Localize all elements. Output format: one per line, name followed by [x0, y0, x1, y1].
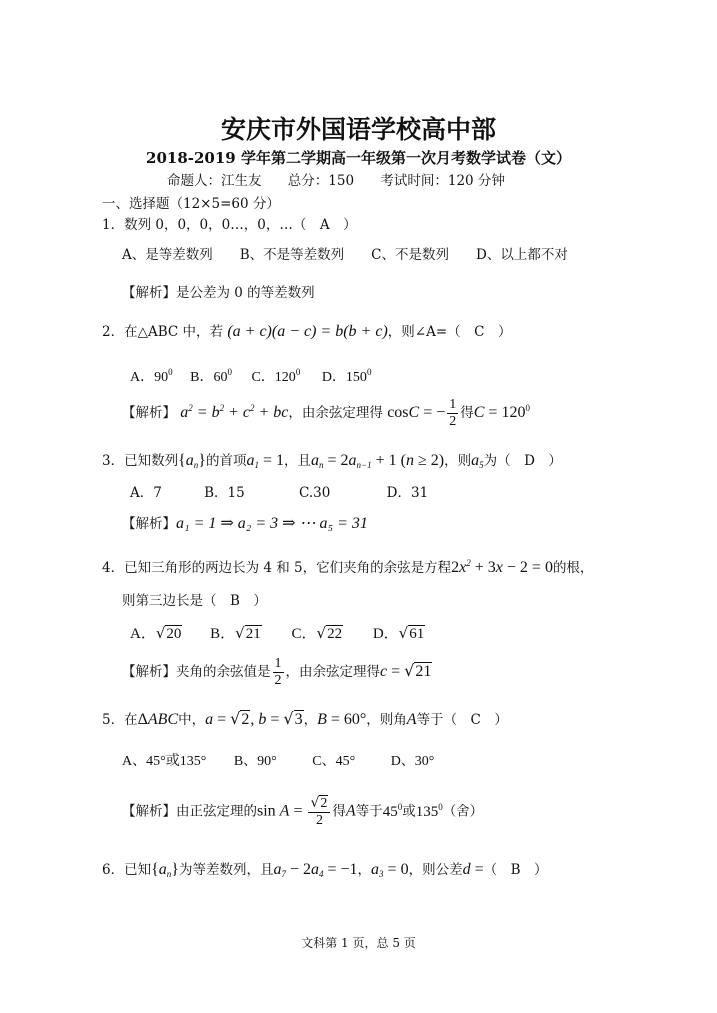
q3-seq: $\{a_n\}$: [178, 452, 206, 470]
q2-formula-cos-law: $a^2 = b^2 + c^2$ + bc: [180, 403, 289, 421]
q3-recurrence: $a_n = 2a_{n-1} + 1$ (n ≥ 2): [311, 452, 445, 470]
q2-formula-cos: cosC = −: [387, 404, 446, 421]
q2-result: $C = 120^0$: [473, 403, 530, 421]
q3-stem: [102, 449, 562, 470]
q4-prefix: 4．已知三角形的两边长为 4 和 5，它们夹角的余弦是方程: [102, 560, 452, 576]
q3-mid3: ，则: [444, 453, 472, 469]
q5-opt-d: D、30°: [390, 754, 435, 769]
degree-mark: 0: [366, 367, 372, 377]
q3-mid2: ，且: [284, 453, 311, 469]
q2-opt-c: C．120: [251, 370, 296, 385]
q4-options: [130, 622, 425, 643]
q6-prefix: 6．已知: [102, 862, 152, 878]
degree-mark: 0: [295, 367, 301, 377]
q5-prefix: 5．在: [102, 712, 138, 728]
analysis-tag: 【解析】: [122, 803, 176, 820]
q3-analysis: [122, 512, 368, 533]
q5-opt-a: A、45°或135°: [122, 754, 207, 769]
q2-options: [130, 366, 371, 386]
q2-analysis-mid: ，由余弦定理得: [288, 405, 383, 421]
q6-mid2: ，: [357, 862, 372, 878]
q3-first-term: $a_1 = 1$: [246, 452, 284, 470]
q5-analysis-get: 得: [332, 803, 346, 820]
q6-stem: [102, 858, 548, 879]
q4-analysis: [122, 657, 432, 688]
q5-angle-b: B = 60°: [317, 711, 367, 728]
sqrt-expression: √22: [316, 624, 343, 642]
degree-mark: 0: [168, 367, 173, 377]
analysis-tag: 【解析】: [122, 516, 176, 532]
q5-mid3: ，则角: [366, 712, 407, 728]
q5-angle-a: A: [345, 802, 356, 820]
exam-meta: [167, 169, 527, 189]
q4-analysis-mid2: ，由余弦定理得: [285, 664, 380, 680]
meta-author: 命题人：江生友: [167, 173, 262, 189]
q5-opt-b: B、90°: [233, 754, 277, 769]
q4-opt-d: D．: [372, 626, 399, 642]
q5-analysis-end: 等于: [355, 803, 383, 820]
page-title: 安庆市外国语学校高中部: [220, 115, 496, 144]
q6-mid1: 为等差数列，且: [178, 862, 274, 878]
q3-prefix: 3．已知数列: [102, 453, 179, 469]
q5-sides: a = √2, b = √3: [205, 709, 303, 728]
analysis-tag: 【解析】: [122, 664, 176, 680]
analysis-tag: 【解析】: [122, 405, 176, 421]
q5-analysis: [122, 796, 483, 828]
fraction-one-half: $\frac{1}{2}$: [449, 397, 457, 429]
q3-analysis-formula: a₁ = 1 ⇒ a₂ = 3 ⇒ ⋯ a₅ = 31: [176, 515, 368, 532]
q1-stem: 1．数列 0，0，0，0…，0，…（ A ）: [102, 217, 357, 233]
q6-mid3: ，则公差: [408, 862, 463, 878]
q3-mid1: 的首项: [205, 453, 247, 469]
sqrt-expression: √21: [235, 624, 261, 642]
q6-condition: $a_7 - 2a_4 = -1$: [273, 861, 358, 879]
q1-analysis: [122, 281, 315, 301]
q3-a5: $a_5$: [471, 452, 484, 470]
q5-mid1: 中，: [178, 712, 206, 728]
q4-line2: 则第三边长是（ B ）: [122, 593, 267, 609]
analysis-text: 是公差为 0 的等差数列: [176, 285, 315, 301]
q4-opt-c: C．: [291, 626, 317, 642]
q3-opt-d: D．31: [386, 485, 429, 501]
fraction-one-half: $\frac{1}{2}$: [274, 656, 282, 688]
q4-opt-a: A．: [130, 626, 156, 642]
fraction-root2-over-2: $\frac{√2}{2}$: [308, 796, 330, 828]
q6-suffix: （ B ）: [483, 862, 548, 878]
q4-equation: $2x^2 + 3x - 2 = 0$: [451, 558, 553, 576]
q2-opt-b: B．60: [190, 370, 228, 385]
q3-options: [130, 481, 428, 501]
q6-a3: $a_3 = 0$: [371, 861, 409, 879]
q3-suffix: 为（ D ）: [483, 453, 562, 469]
q5-analysis-or: 或: [402, 803, 416, 820]
q2-prefix: 2．在△ABC 中，若: [102, 324, 224, 340]
q5-mid2: ，: [303, 712, 318, 728]
q2-stem: [102, 320, 511, 341]
q5-angle-135: $135^0$: [415, 801, 443, 820]
exam-subtitle: 2018-2019 学年第二学期高一年级第一次月考数学试卷（文）: [146, 149, 571, 167]
q2-analysis-get: 得: [460, 405, 474, 421]
sqrt-expression: √20: [155, 624, 182, 642]
q5-angle-a: A: [406, 711, 417, 728]
degree-mark: 0: [227, 367, 232, 377]
q6-d: d =: [462, 861, 484, 878]
q4-stem: [102, 556, 593, 577]
q4-result: c =: [380, 663, 405, 680]
q5-angle-45: $45^0$: [382, 801, 403, 820]
q2-opt-d: D．150: [321, 370, 367, 385]
q2-opt-a: A．90: [130, 370, 169, 385]
sqrt-expression: √21: [404, 661, 432, 680]
q5-analysis-note: （舍）: [442, 803, 484, 820]
q3-opt-a: A．7: [130, 485, 162, 501]
q5-analysis-mid: 由正弦定理的: [176, 803, 257, 820]
q5-opt-c: C、45°: [312, 754, 356, 769]
meta-time: 考试时间：120 分钟: [380, 173, 505, 189]
page-number: 文科第 1 页，总 5 页: [301, 936, 416, 950]
q5-stem: [102, 708, 508, 729]
q5-suffix: 等于（ C ）: [416, 712, 508, 728]
q2-analysis: [122, 398, 530, 429]
q5-options: [122, 750, 434, 770]
q4-suffix: 的根，: [552, 560, 594, 576]
q3-opt-b: B．15: [204, 485, 245, 501]
sqrt-expression: √61: [398, 624, 425, 642]
q2-suffix: ，则∠A=（ C ）: [387, 324, 512, 340]
q4-opt-b: B．: [210, 626, 236, 642]
meta-total: 总分：150: [287, 173, 355, 189]
q1-options: A、是等差数列 B、不是等差数列 C、不是数列 D、以上都不对: [122, 247, 568, 263]
q5-formula-sin: sin A =: [257, 802, 307, 820]
q4-analysis-mid: 夹角的余弦值是: [176, 664, 271, 680]
q6-seq: $\{a_n\}$: [151, 861, 179, 879]
q3-opt-c: C.30: [299, 485, 331, 501]
section-heading: 一、选择题（12×5=60 分）: [102, 196, 280, 212]
q2-formula: (a + c)(a − c) = b(b + c): [227, 323, 388, 340]
analysis-tag: 【解析】: [122, 285, 176, 301]
q5-triangle: ΔABC: [137, 711, 179, 728]
